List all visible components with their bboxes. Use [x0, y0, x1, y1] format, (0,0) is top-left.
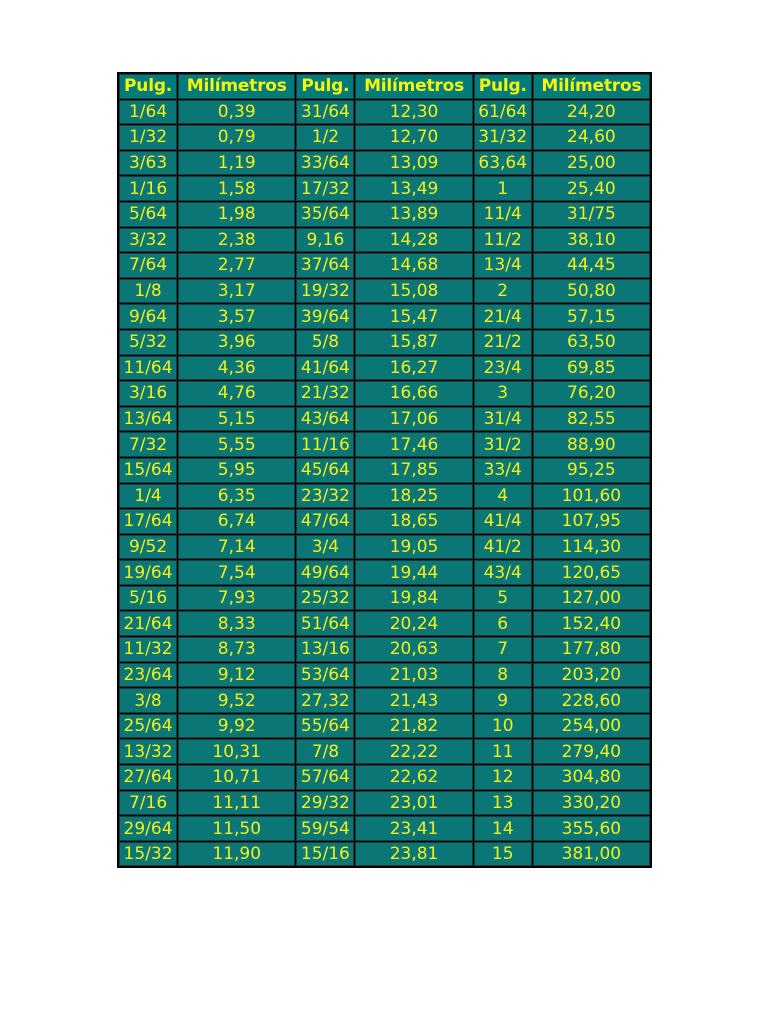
cell-pulg-1: 17/64 — [119, 509, 177, 534]
cell-pulg-3: 4 — [474, 484, 532, 509]
cell-pulg-1: 1/8 — [119, 279, 177, 304]
cell-pulg-2: 29/32 — [296, 791, 354, 816]
cell-pulg-2: 13/16 — [296, 637, 354, 662]
cell-pulg-3: 33/4 — [474, 458, 532, 483]
cell-mm-1: 1,58 — [178, 176, 295, 201]
cell-mm-2: 19,84 — [355, 586, 472, 611]
table-row — [119, 842, 650, 867]
cell-mm-3: 304,80 — [533, 765, 650, 790]
table-row — [119, 228, 650, 253]
table-row — [119, 279, 650, 304]
cell-pulg-1: 15/32 — [119, 842, 177, 867]
cell-pulg-1: 1/64 — [119, 100, 177, 125]
cell-mm-3: 254,00 — [533, 714, 650, 739]
cell-pulg-1: 5/64 — [119, 202, 177, 227]
header-mm-3: Milímetros — [533, 74, 650, 99]
table-row — [119, 509, 650, 534]
cell-pulg-3: 63,64 — [474, 151, 532, 176]
cell-pulg-2: 57/64 — [296, 765, 354, 790]
cell-mm-1: 8,73 — [178, 637, 295, 662]
cell-mm-2: 18,65 — [355, 509, 472, 534]
cell-mm-2: 23,81 — [355, 842, 472, 867]
table-row — [119, 458, 650, 483]
cell-mm-3: 107,95 — [533, 509, 650, 534]
table-row — [119, 407, 650, 432]
cell-mm-1: 10,71 — [178, 765, 295, 790]
cell-pulg-3: 43/4 — [474, 560, 532, 585]
cell-mm-1: 2,38 — [178, 228, 295, 253]
cell-mm-2: 15,87 — [355, 330, 472, 355]
cell-pulg-1: 3/32 — [119, 228, 177, 253]
cell-mm-1: 1,19 — [178, 151, 295, 176]
cell-pulg-1: 9/64 — [119, 304, 177, 329]
cell-mm-1: 11,90 — [178, 842, 295, 867]
header-pulg-1: Pulg. — [119, 74, 177, 99]
table-row — [119, 765, 650, 790]
cell-mm-2: 18,25 — [355, 484, 472, 509]
cell-mm-2: 14,28 — [355, 228, 472, 253]
cell-mm-1: 11,11 — [178, 791, 295, 816]
cell-pulg-1: 27/64 — [119, 765, 177, 790]
table-row — [119, 535, 650, 560]
cell-mm-2: 13,49 — [355, 176, 472, 201]
table-row — [119, 586, 650, 611]
table-row — [119, 714, 650, 739]
cell-mm-1: 6,35 — [178, 484, 295, 509]
cell-pulg-2: 45/64 — [296, 458, 354, 483]
cell-mm-2: 13,09 — [355, 151, 472, 176]
cell-pulg-3: 10 — [474, 714, 532, 739]
cell-pulg-3: 6 — [474, 611, 532, 636]
cell-mm-2: 14,68 — [355, 253, 472, 278]
table-row — [119, 381, 650, 406]
cell-mm-1: 7,14 — [178, 535, 295, 560]
cell-pulg-3: 8 — [474, 663, 532, 688]
cell-pulg-3: 3 — [474, 381, 532, 406]
cell-mm-2: 12,30 — [355, 100, 472, 125]
cell-mm-3: 82,55 — [533, 407, 650, 432]
cell-mm-3: 127,00 — [533, 586, 650, 611]
cell-pulg-1: 7/32 — [119, 432, 177, 457]
cell-pulg-2: 41/64 — [296, 356, 354, 381]
header-mm-1: Milímetros — [178, 74, 295, 99]
cell-mm-1: 0,39 — [178, 100, 295, 125]
cell-pulg-2: 15/16 — [296, 842, 354, 867]
cell-pulg-3: 2 — [474, 279, 532, 304]
cell-pulg-2: 19/32 — [296, 279, 354, 304]
cell-pulg-2: 7/8 — [296, 739, 354, 764]
cell-mm-3: 381,00 — [533, 842, 650, 867]
cell-pulg-3: 31/4 — [474, 407, 532, 432]
cell-pulg-3: 23/4 — [474, 356, 532, 381]
header-pulg-3: Pulg. — [474, 74, 532, 99]
cell-pulg-3: 15 — [474, 842, 532, 867]
cell-mm-3: 279,40 — [533, 739, 650, 764]
cell-pulg-1: 1/32 — [119, 125, 177, 150]
cell-pulg-2: 5/8 — [296, 330, 354, 355]
cell-pulg-2: 33/64 — [296, 151, 354, 176]
cell-mm-1: 0,79 — [178, 125, 295, 150]
cell-mm-1: 5,15 — [178, 407, 295, 432]
cell-mm-3: 69,85 — [533, 356, 650, 381]
cell-mm-2: 23,01 — [355, 791, 472, 816]
table-row — [119, 151, 650, 176]
table-row — [119, 791, 650, 816]
table-row — [119, 611, 650, 636]
cell-pulg-2: 53/64 — [296, 663, 354, 688]
cell-pulg-3: 11 — [474, 739, 532, 764]
cell-mm-1: 8,33 — [178, 611, 295, 636]
header-mm-2: Milímetros — [355, 74, 472, 99]
cell-mm-3: 95,25 — [533, 458, 650, 483]
table-row — [119, 560, 650, 585]
cell-pulg-2: 9,16 — [296, 228, 354, 253]
cell-mm-1: 11,50 — [178, 816, 295, 841]
cell-mm-2: 12,70 — [355, 125, 472, 150]
cell-pulg-2: 17/32 — [296, 176, 354, 201]
cell-pulg-3: 9 — [474, 688, 532, 713]
cell-mm-1: 4,36 — [178, 356, 295, 381]
cell-mm-1: 9,12 — [178, 663, 295, 688]
cell-mm-1: 7,54 — [178, 560, 295, 585]
cell-mm-3: 177,80 — [533, 637, 650, 662]
table-row — [119, 688, 650, 713]
cell-mm-1: 7,93 — [178, 586, 295, 611]
cell-pulg-1: 3/63 — [119, 151, 177, 176]
cell-pulg-2: 27,32 — [296, 688, 354, 713]
cell-mm-1: 6,74 — [178, 509, 295, 534]
cell-mm-2: 21,03 — [355, 663, 472, 688]
table-row — [119, 356, 650, 381]
cell-pulg-2: 51/64 — [296, 611, 354, 636]
cell-pulg-3: 13/4 — [474, 253, 532, 278]
cell-mm-2: 17,85 — [355, 458, 472, 483]
cell-mm-2: 22,22 — [355, 739, 472, 764]
cell-mm-3: 25,40 — [533, 176, 650, 201]
cell-pulg-3: 21/2 — [474, 330, 532, 355]
cell-pulg-3: 14 — [474, 816, 532, 841]
cell-mm-2: 22,62 — [355, 765, 472, 790]
cell-pulg-1: 1/16 — [119, 176, 177, 201]
cell-pulg-1: 5/16 — [119, 586, 177, 611]
cell-pulg-2: 3/4 — [296, 535, 354, 560]
cell-pulg-1: 15/64 — [119, 458, 177, 483]
cell-pulg-1: 29/64 — [119, 816, 177, 841]
cell-mm-2: 17,06 — [355, 407, 472, 432]
cell-mm-1: 3,57 — [178, 304, 295, 329]
cell-pulg-1: 5/32 — [119, 330, 177, 355]
cell-pulg-2: 43/64 — [296, 407, 354, 432]
table-row — [119, 176, 650, 201]
cell-pulg-3: 31/32 — [474, 125, 532, 150]
cell-mm-2: 15,08 — [355, 279, 472, 304]
cell-pulg-3: 41/2 — [474, 535, 532, 560]
cell-mm-3: 203,20 — [533, 663, 650, 688]
cell-mm-3: 114,30 — [533, 535, 650, 560]
cell-mm-2: 23,41 — [355, 816, 472, 841]
cell-pulg-3: 41/4 — [474, 509, 532, 534]
cell-pulg-3: 12 — [474, 765, 532, 790]
cell-mm-3: 101,60 — [533, 484, 650, 509]
table-row — [119, 432, 650, 457]
cell-mm-1: 10,31 — [178, 739, 295, 764]
table-row — [119, 304, 650, 329]
inch-to-mm-table — [118, 73, 651, 867]
cell-mm-3: 38,10 — [533, 228, 650, 253]
cell-mm-3: 152,40 — [533, 611, 650, 636]
cell-mm-3: 44,45 — [533, 253, 650, 278]
cell-pulg-2: 55/64 — [296, 714, 354, 739]
cell-pulg-3: 13 — [474, 791, 532, 816]
cell-pulg-1: 7/64 — [119, 253, 177, 278]
cell-pulg-2: 37/64 — [296, 253, 354, 278]
cell-pulg-3: 1 — [474, 176, 532, 201]
cell-mm-2: 19,44 — [355, 560, 472, 585]
cell-pulg-1: 13/32 — [119, 739, 177, 764]
cell-mm-1: 3,17 — [178, 279, 295, 304]
cell-mm-3: 76,20 — [533, 381, 650, 406]
cell-pulg-2: 47/64 — [296, 509, 354, 534]
cell-mm-3: 63,50 — [533, 330, 650, 355]
cell-mm-2: 15,47 — [355, 304, 472, 329]
cell-pulg-3: 11/4 — [474, 202, 532, 227]
cell-mm-2: 21,43 — [355, 688, 472, 713]
table-row — [119, 663, 650, 688]
cell-pulg-3: 61/64 — [474, 100, 532, 125]
cell-mm-1: 9,92 — [178, 714, 295, 739]
cell-pulg-1: 9/52 — [119, 535, 177, 560]
cell-mm-1: 1,98 — [178, 202, 295, 227]
cell-mm-3: 120,65 — [533, 560, 650, 585]
cell-pulg-2: 31/64 — [296, 100, 354, 125]
table-row — [119, 484, 650, 509]
cell-pulg-1: 25/64 — [119, 714, 177, 739]
cell-mm-3: 25,00 — [533, 151, 650, 176]
cell-pulg-1: 3/8 — [119, 688, 177, 713]
cell-pulg-1: 11/32 — [119, 637, 177, 662]
cell-mm-3: 24,20 — [533, 100, 650, 125]
cell-pulg-1: 13/64 — [119, 407, 177, 432]
cell-pulg-3: 11/2 — [474, 228, 532, 253]
cell-pulg-3: 21/4 — [474, 304, 532, 329]
cell-mm-2: 13,89 — [355, 202, 472, 227]
cell-pulg-1: 1/4 — [119, 484, 177, 509]
cell-mm-2: 21,82 — [355, 714, 472, 739]
cell-mm-2: 16,27 — [355, 356, 472, 381]
cell-mm-1: 5,95 — [178, 458, 295, 483]
cell-pulg-1: 7/16 — [119, 791, 177, 816]
header-row — [119, 74, 650, 99]
cell-mm-1: 5,55 — [178, 432, 295, 457]
cell-pulg-2: 21/32 — [296, 381, 354, 406]
cell-pulg-2: 49/64 — [296, 560, 354, 585]
cell-mm-3: 88,90 — [533, 432, 650, 457]
table-row — [119, 739, 650, 764]
cell-pulg-2: 25/32 — [296, 586, 354, 611]
cell-mm-1: 4,76 — [178, 381, 295, 406]
table-row — [119, 330, 650, 355]
cell-pulg-2: 11/16 — [296, 432, 354, 457]
cell-mm-2: 17,46 — [355, 432, 472, 457]
cell-pulg-1: 19/64 — [119, 560, 177, 585]
cell-pulg-2: 39/64 — [296, 304, 354, 329]
cell-mm-3: 50,80 — [533, 279, 650, 304]
cell-pulg-1: 3/16 — [119, 381, 177, 406]
cell-mm-1: 2,77 — [178, 253, 295, 278]
cell-pulg-3: 7 — [474, 637, 532, 662]
table-body — [119, 100, 650, 867]
cell-pulg-1: 21/64 — [119, 611, 177, 636]
cell-pulg-1: 11/64 — [119, 356, 177, 381]
cell-mm-1: 3,96 — [178, 330, 295, 355]
table-row — [119, 202, 650, 227]
cell-mm-3: 355,60 — [533, 816, 650, 841]
table-row — [119, 637, 650, 662]
cell-mm-2: 19,05 — [355, 535, 472, 560]
table-row — [119, 125, 650, 150]
conversion-table-container — [117, 72, 652, 868]
cell-pulg-3: 31/2 — [474, 432, 532, 457]
cell-pulg-2: 59/54 — [296, 816, 354, 841]
cell-mm-3: 57,15 — [533, 304, 650, 329]
cell-pulg-2: 1/2 — [296, 125, 354, 150]
table-row — [119, 100, 650, 125]
cell-pulg-2: 35/64 — [296, 202, 354, 227]
table-row — [119, 253, 650, 278]
cell-mm-2: 16,66 — [355, 381, 472, 406]
cell-mm-3: 228,60 — [533, 688, 650, 713]
cell-pulg-1: 23/64 — [119, 663, 177, 688]
cell-pulg-3: 5 — [474, 586, 532, 611]
table-row — [119, 816, 650, 841]
cell-pulg-2: 23/32 — [296, 484, 354, 509]
cell-mm-3: 24,60 — [533, 125, 650, 150]
table-header — [119, 74, 650, 99]
cell-mm-3: 330,20 — [533, 791, 650, 816]
header-pulg-2: Pulg. — [296, 74, 354, 99]
cell-mm-1: 9,52 — [178, 688, 295, 713]
cell-mm-2: 20,63 — [355, 637, 472, 662]
cell-mm-3: 31/75 — [533, 202, 650, 227]
cell-mm-2: 20,24 — [355, 611, 472, 636]
